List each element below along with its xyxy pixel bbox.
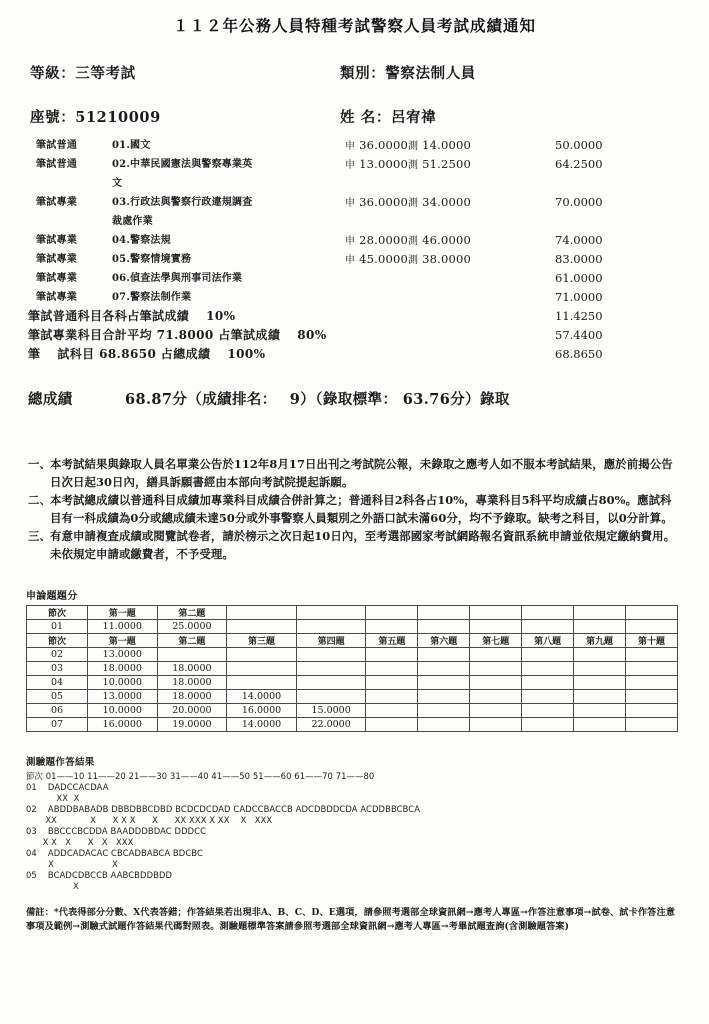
essay-prefix: 申 — [345, 160, 356, 171]
answer-marks: X — [26, 881, 79, 891]
subject-name-line1: 01.國文 — [112, 140, 151, 151]
answer-string: BBCCCBCDDA BAADDDBDAC DDDCC — [47, 826, 207, 836]
essay-cell: 14.0000 — [227, 718, 297, 732]
subject-name-line1: 04.警察法規 — [112, 235, 171, 246]
essay-cell — [625, 620, 677, 634]
note-text: 本考試結果與錄取人員名單業公告於112年8月17日出刊之考試院公報，未錄取之應考人如不服本考試結果，應於前揭公告日次日起30日內，繕具訴願書經由本部向考試院提起訴願。 — [50, 457, 673, 489]
subject-score-detail — [345, 250, 565, 270]
answer-string: ABDDBABADB DBBDBBCDBD BCDCDCDAD CADCCBACCB ADCDBDDCDA ACDDBBCBCA — [47, 804, 421, 814]
essay-cell: 22.0000 — [296, 718, 366, 732]
subject-total-score: 50.0000 — [555, 138, 603, 152]
essay-cell — [470, 690, 522, 704]
subject-type: 筆試專業 — [36, 197, 78, 208]
essay-cell — [366, 718, 418, 732]
essay-cell — [574, 648, 626, 662]
test-score: 14.0000 — [422, 138, 472, 152]
summary-row — [0, 307, 709, 326]
essay-cell: 13.0000 — [88, 648, 158, 662]
essay-cell — [522, 648, 574, 662]
answer-row — [26, 804, 709, 815]
essay-cell — [625, 676, 677, 690]
subject-name-line1: 05.警察情境實務 — [112, 254, 192, 265]
essay-cell — [157, 648, 227, 662]
essay-header-cell: 第三題 — [227, 634, 297, 648]
answer-marks: X X — [26, 859, 118, 869]
essay-header-cell — [470, 606, 522, 620]
essay-cell — [470, 648, 522, 662]
answers-ruler: 節次 01——10 11——20 21——30 31——40 41——50 51——60 61——70 71——80 — [26, 771, 375, 781]
essay-cell — [574, 690, 626, 704]
essay-cell: 18.0000 — [157, 662, 227, 676]
essay-cell — [366, 648, 418, 662]
test-prefix: 測 — [408, 255, 419, 266]
essay-cell — [522, 704, 574, 718]
essay-cell: 07 — [27, 718, 88, 732]
summary-label: 筆試普通科目各科占筆試成績 10% — [28, 309, 236, 323]
essay-prefix: 申 — [345, 141, 356, 152]
note-item — [28, 492, 681, 527]
subject-name-line1: 07.警察法制作業 — [112, 292, 192, 303]
essay-header-cell — [574, 606, 626, 620]
subject-name-line2: 裁處作業 — [112, 216, 153, 227]
essay-cell — [366, 620, 418, 634]
essay-cell: 18.0000 — [157, 690, 227, 704]
answer-section: 03 — [26, 826, 37, 836]
answer-string: DADCCACDAA — [47, 782, 109, 792]
essay-cell — [470, 662, 522, 676]
essay-cell — [418, 718, 470, 732]
essay-header-cell — [296, 606, 366, 620]
notes-section — [28, 456, 681, 563]
essay-header-cell — [227, 606, 297, 620]
answer-section: 04 — [26, 848, 37, 858]
essay-cell — [625, 648, 677, 662]
essay-cell — [227, 676, 297, 690]
essay-cell — [418, 676, 470, 690]
subject-row — [0, 155, 709, 193]
subject-score-detail — [345, 193, 565, 213]
answer-marks: X X X X X XXX — [26, 837, 134, 847]
essay-cell: 02 — [27, 648, 88, 662]
subject-type: 筆試專業 — [36, 235, 78, 246]
essay-cell — [366, 704, 418, 718]
summary-value: 68.8650 — [555, 347, 603, 361]
essay-cell: 18.0000 — [88, 662, 158, 676]
subject-name — [112, 288, 337, 307]
subject-name — [112, 250, 337, 269]
essay-header-cell: 第一題 — [88, 606, 158, 620]
subject-name — [112, 231, 337, 250]
essay-cell — [296, 648, 366, 662]
answer-marks: XX X — [26, 793, 80, 803]
essay-score: 36.0000 — [359, 138, 409, 152]
page-title: １１２年公務人員特種考試警察人員考試成績通知 — [172, 16, 536, 35]
essay-header-cell: 第八題 — [522, 634, 574, 648]
essay-prefix: 申 — [345, 236, 356, 247]
essay-data-row — [27, 662, 678, 676]
essay-cell: 16.0000 — [88, 718, 158, 732]
note-number: 二、 — [28, 493, 51, 507]
answer-string: BCADCDBCCB AABCBDDBDD — [47, 870, 173, 880]
essay-header-row-short — [27, 606, 678, 620]
subject-row — [0, 136, 709, 155]
subject-total-score: 71.0000 — [555, 290, 603, 304]
answer-string: ADDCADACAC CBCADBABCA BDCBC — [47, 848, 203, 858]
grade-label: 等級：三等考試 — [30, 65, 136, 82]
essay-header-cell — [418, 606, 470, 620]
subject-name-line1: 03.行政法與警察行政違規調查 — [112, 197, 253, 208]
subject-total-score: 64.2500 — [555, 157, 603, 171]
essay-cell: 01 — [27, 620, 88, 634]
subject-row — [0, 231, 709, 250]
subject-name-line2: 文 — [112, 178, 123, 189]
essay-cell: 14.0000 — [227, 690, 297, 704]
essay-data-row — [27, 690, 678, 704]
essay-cell — [574, 662, 626, 676]
note-number: 一、 — [28, 457, 51, 471]
essay-score: 28.0000 — [359, 233, 409, 247]
essay-header-cell: 第五題 — [366, 634, 418, 648]
essay-cell: 18.0000 — [157, 676, 227, 690]
essay-cell — [625, 718, 677, 732]
test-score: 34.0000 — [422, 195, 472, 209]
essay-cell: 13.0000 — [88, 690, 158, 704]
essay-data-row — [27, 620, 678, 634]
summary-label: 筆試專業科目合計平均 71.8000 占筆試成績 80% — [28, 328, 327, 342]
essay-header-cell: 第一題 — [88, 634, 158, 648]
essay-cell — [418, 704, 470, 718]
subject-total-score: 70.0000 — [555, 195, 603, 209]
subject-type: 筆試專業 — [36, 292, 78, 303]
essay-cell — [296, 690, 366, 704]
subject-type: 筆試普通 — [36, 159, 78, 170]
essay-cell — [366, 676, 418, 690]
essay-cell: 03 — [27, 662, 88, 676]
summary-list — [0, 307, 709, 364]
essay-data-row — [27, 648, 678, 662]
subject-row — [0, 288, 709, 307]
essay-cell — [470, 718, 522, 732]
subject-score-detail — [345, 136, 565, 156]
essay-cell — [227, 648, 297, 662]
answer-section: 05 — [26, 870, 37, 880]
subject-name-line1: 06.偵查法學與刑事司法作業 — [112, 273, 243, 284]
essay-cell — [366, 662, 418, 676]
total-score-row — [0, 386, 709, 414]
summary-value: 57.4400 — [555, 328, 603, 342]
answer-row — [26, 848, 709, 859]
subject-name — [112, 136, 337, 155]
subject-total-score: 61.0000 — [555, 271, 603, 285]
subject-score-detail — [345, 231, 565, 251]
essay-cell — [470, 620, 522, 634]
note-text: 有意申請複查成績或閱覽試卷者，請於榜示之次日起10日內，至考選部國家考試網路報名資訊系統申請並依規定繳納費用。未依規定申請或繳費者，不予受理。 — [50, 529, 676, 561]
essay-cell — [625, 690, 677, 704]
note-number: 三、 — [28, 529, 51, 543]
answer-row — [26, 870, 709, 881]
summary-row — [0, 345, 709, 364]
subject-score-detail — [345, 155, 565, 175]
summary-label: 筆 試科目 68.8650 占總成績 100% — [28, 347, 266, 361]
answer-section: 02 — [26, 804, 37, 814]
essay-cell — [625, 704, 677, 718]
essay-cell — [418, 620, 470, 634]
note-text: 本考試總成績以普通科目成績加專業科目成績合併計算之；普通科目2科各占10%，專業科目5科平均成績占80%。應試科目有一科成績為0分或總成績未達50分或外事警察人員類別之外語口試未滿60分，均不予錄取。缺考之科目，以0分計算。 — [50, 493, 673, 525]
essay-prefix: 申 — [345, 198, 356, 209]
subject-type: 筆試專業 — [36, 273, 78, 284]
essay-cell: 11.0000 — [88, 620, 158, 634]
seat-name-row — [0, 106, 709, 132]
subject-row — [0, 269, 709, 288]
essay-score: 45.0000 — [359, 252, 409, 266]
test-score: 46.0000 — [422, 233, 472, 247]
essay-header-cell — [522, 606, 574, 620]
essay-prefix: 申 — [345, 255, 356, 266]
essay-cell — [470, 676, 522, 690]
essay-cell — [574, 704, 626, 718]
essay-cell — [366, 690, 418, 704]
essay-score-table — [26, 605, 678, 732]
essay-cell — [625, 662, 677, 676]
subject-name — [112, 193, 337, 231]
essay-score: 13.0000 — [359, 157, 409, 171]
essay-cell — [418, 648, 470, 662]
essay-cell — [574, 620, 626, 634]
total-score-body: 68.87分（成績排名： 9）（錄取標準： 63.76分）錄取 — [125, 391, 510, 408]
test-score: 51.2500 — [422, 157, 472, 171]
essay-header-cell: 第二題 — [157, 606, 227, 620]
essay-header-cell: 節次 — [27, 606, 88, 620]
essay-header-cell: 第六題 — [418, 634, 470, 648]
seat-number-label: 座號：51210009 — [30, 109, 161, 126]
grade-category-row — [0, 62, 709, 88]
subject-type: 筆試專業 — [36, 254, 78, 265]
essay-header-row-full — [27, 634, 678, 648]
subject-row — [0, 193, 709, 231]
total-score-label: 總成績 — [28, 391, 73, 408]
footer-note: 備註：*代表得部分分數、X代表答錯；作答結果若出現非A、B、C、D、E選項，請參照考選部全球資訊網→應考人專區→作答注意事項→試卷、試卡作答注意事項及範例→測驗式試題作答結果代碼對照表。測驗題標準答案請參照考選部全球資訊網→應考人專區→考畢試題查詢(含測驗題答案) — [26, 907, 676, 932]
answer-row — [26, 782, 709, 793]
essay-header-cell — [625, 606, 677, 620]
subject-name — [112, 269, 337, 288]
essay-cell: 10.0000 — [88, 676, 158, 690]
essay-score: 36.0000 — [359, 195, 409, 209]
examinee-name-label: 姓 名：呂宥禕 — [340, 109, 437, 126]
answers-block — [26, 782, 709, 892]
essay-cell: 10.0000 — [88, 704, 158, 718]
essay-cell — [522, 718, 574, 732]
essay-cell — [470, 704, 522, 718]
test-prefix: 測 — [408, 198, 419, 209]
answers-title: 測驗題作答結果 — [26, 757, 95, 768]
answer-row — [26, 826, 709, 837]
summary-row — [0, 326, 709, 345]
essay-header-cell: 第十題 — [625, 634, 677, 648]
essay-cell: 05 — [27, 690, 88, 704]
essay-cell: 25.0000 — [157, 620, 227, 634]
essay-header-cell: 節次 — [27, 634, 88, 648]
essay-cell: 15.0000 — [296, 704, 366, 718]
essay-cell: 04 — [27, 676, 88, 690]
essay-cell — [522, 676, 574, 690]
essay-cell — [296, 676, 366, 690]
essay-header-cell: 第四題 — [296, 634, 366, 648]
essay-data-row — [27, 704, 678, 718]
essay-cell — [522, 690, 574, 704]
essay-cell — [574, 718, 626, 732]
essay-header-cell: 第九題 — [574, 634, 626, 648]
answer-marks: XX X X X X X XX XXX X XX X XXX — [26, 815, 273, 825]
essay-header-cell: 第二題 — [157, 634, 227, 648]
essay-data-row — [27, 676, 678, 690]
essay-cell — [574, 676, 626, 690]
essay-table-title: 申論題題分 — [26, 591, 78, 602]
essay-cell — [418, 690, 470, 704]
essay-cell: 19.0000 — [157, 718, 227, 732]
subject-total-score: 83.0000 — [555, 252, 603, 266]
subject-total-score: 74.0000 — [555, 233, 603, 247]
essay-header-cell: 第七題 — [470, 634, 522, 648]
subject-name-line1: 02.中華民國憲法與警察專業英 — [112, 159, 253, 170]
answer-section: 01 — [26, 782, 37, 792]
essay-cell: 06 — [27, 704, 88, 718]
essay-cell: 16.0000 — [227, 704, 297, 718]
essay-cell — [227, 662, 297, 676]
subject-name — [112, 155, 337, 193]
note-item — [28, 528, 681, 563]
essay-cell — [296, 620, 366, 634]
essay-cell — [418, 662, 470, 676]
test-score: 38.0000 — [422, 252, 472, 266]
subject-score-list — [0, 136, 709, 307]
test-prefix: 測 — [408, 141, 419, 152]
subject-row — [0, 250, 709, 269]
essay-header-cell — [366, 606, 418, 620]
essay-cell — [522, 620, 574, 634]
essay-cell: 20.0000 — [157, 704, 227, 718]
essay-data-row — [27, 718, 678, 732]
essay-cell — [522, 662, 574, 676]
test-prefix: 測 — [408, 236, 419, 247]
essay-cell — [296, 662, 366, 676]
category-label: 類別：警察法制人員 — [340, 65, 476, 82]
subject-type: 筆試普通 — [36, 140, 78, 151]
essay-cell — [227, 620, 297, 634]
summary-value: 11.4250 — [555, 309, 603, 323]
note-item — [28, 456, 681, 491]
test-prefix: 測 — [408, 160, 419, 171]
